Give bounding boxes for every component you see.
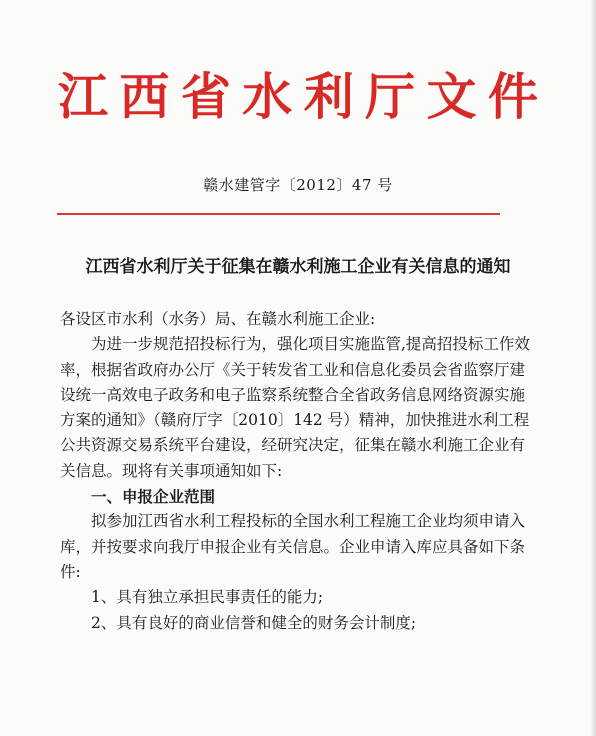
document-body: [60, 307, 530, 636]
list-item: 1、具有独立承担民事责任的能力;: [91, 588, 324, 607]
header-char: 厅: [365, 67, 416, 126]
salutation: 各设区市水利（水务）局、在赣水利施工企业:: [60, 310, 376, 328]
list-item: 2、具有良好的商业信誉和健全的财务会计制度;: [91, 613, 417, 632]
header-char: 西: [119, 67, 170, 126]
header-char: 件: [487, 67, 538, 126]
header-char: 利: [303, 67, 354, 126]
paragraph: 拟参加江西省水利工程投标的全国水利工程施工企业均须申请入库，并按要求向我厅申报企业有关信息。企业申请入库应具备如下条件:: [60, 512, 526, 581]
document-number: 赣水建管字〔2012〕47 号: [203, 176, 393, 194]
header-char: 江: [58, 67, 108, 126]
header-char: 文: [426, 67, 477, 126]
header-char: 省: [180, 67, 231, 126]
notice-title: 江西省水利厅关于征集在赣水利施工企业有关信息的通知: [85, 257, 511, 277]
red-divider: [57, 213, 500, 215]
header-char: 水: [242, 67, 293, 126]
section-heading: 一、申报企业范围: [91, 487, 216, 507]
paragraph: 为进一步规范招投标行为，强化项目实施监管,提高招投标工作效率，根据省政府办公厅《关于转发省工业和信息化委员会省监察厅建设统一高效电子政务和电子监察系统整合全省政务信息网络资源实施方案的通知》（赣府厅字〔2010〕142 号）精神，加快推进水利工程公共资源交易系统平台建设，经研究决定，征集在赣水利施工企业有关信息。现将有关事项通知如下:: [60, 335, 530, 480]
document-header: [58, 62, 538, 132]
page-edge-shadow: [590, 0, 596, 736]
